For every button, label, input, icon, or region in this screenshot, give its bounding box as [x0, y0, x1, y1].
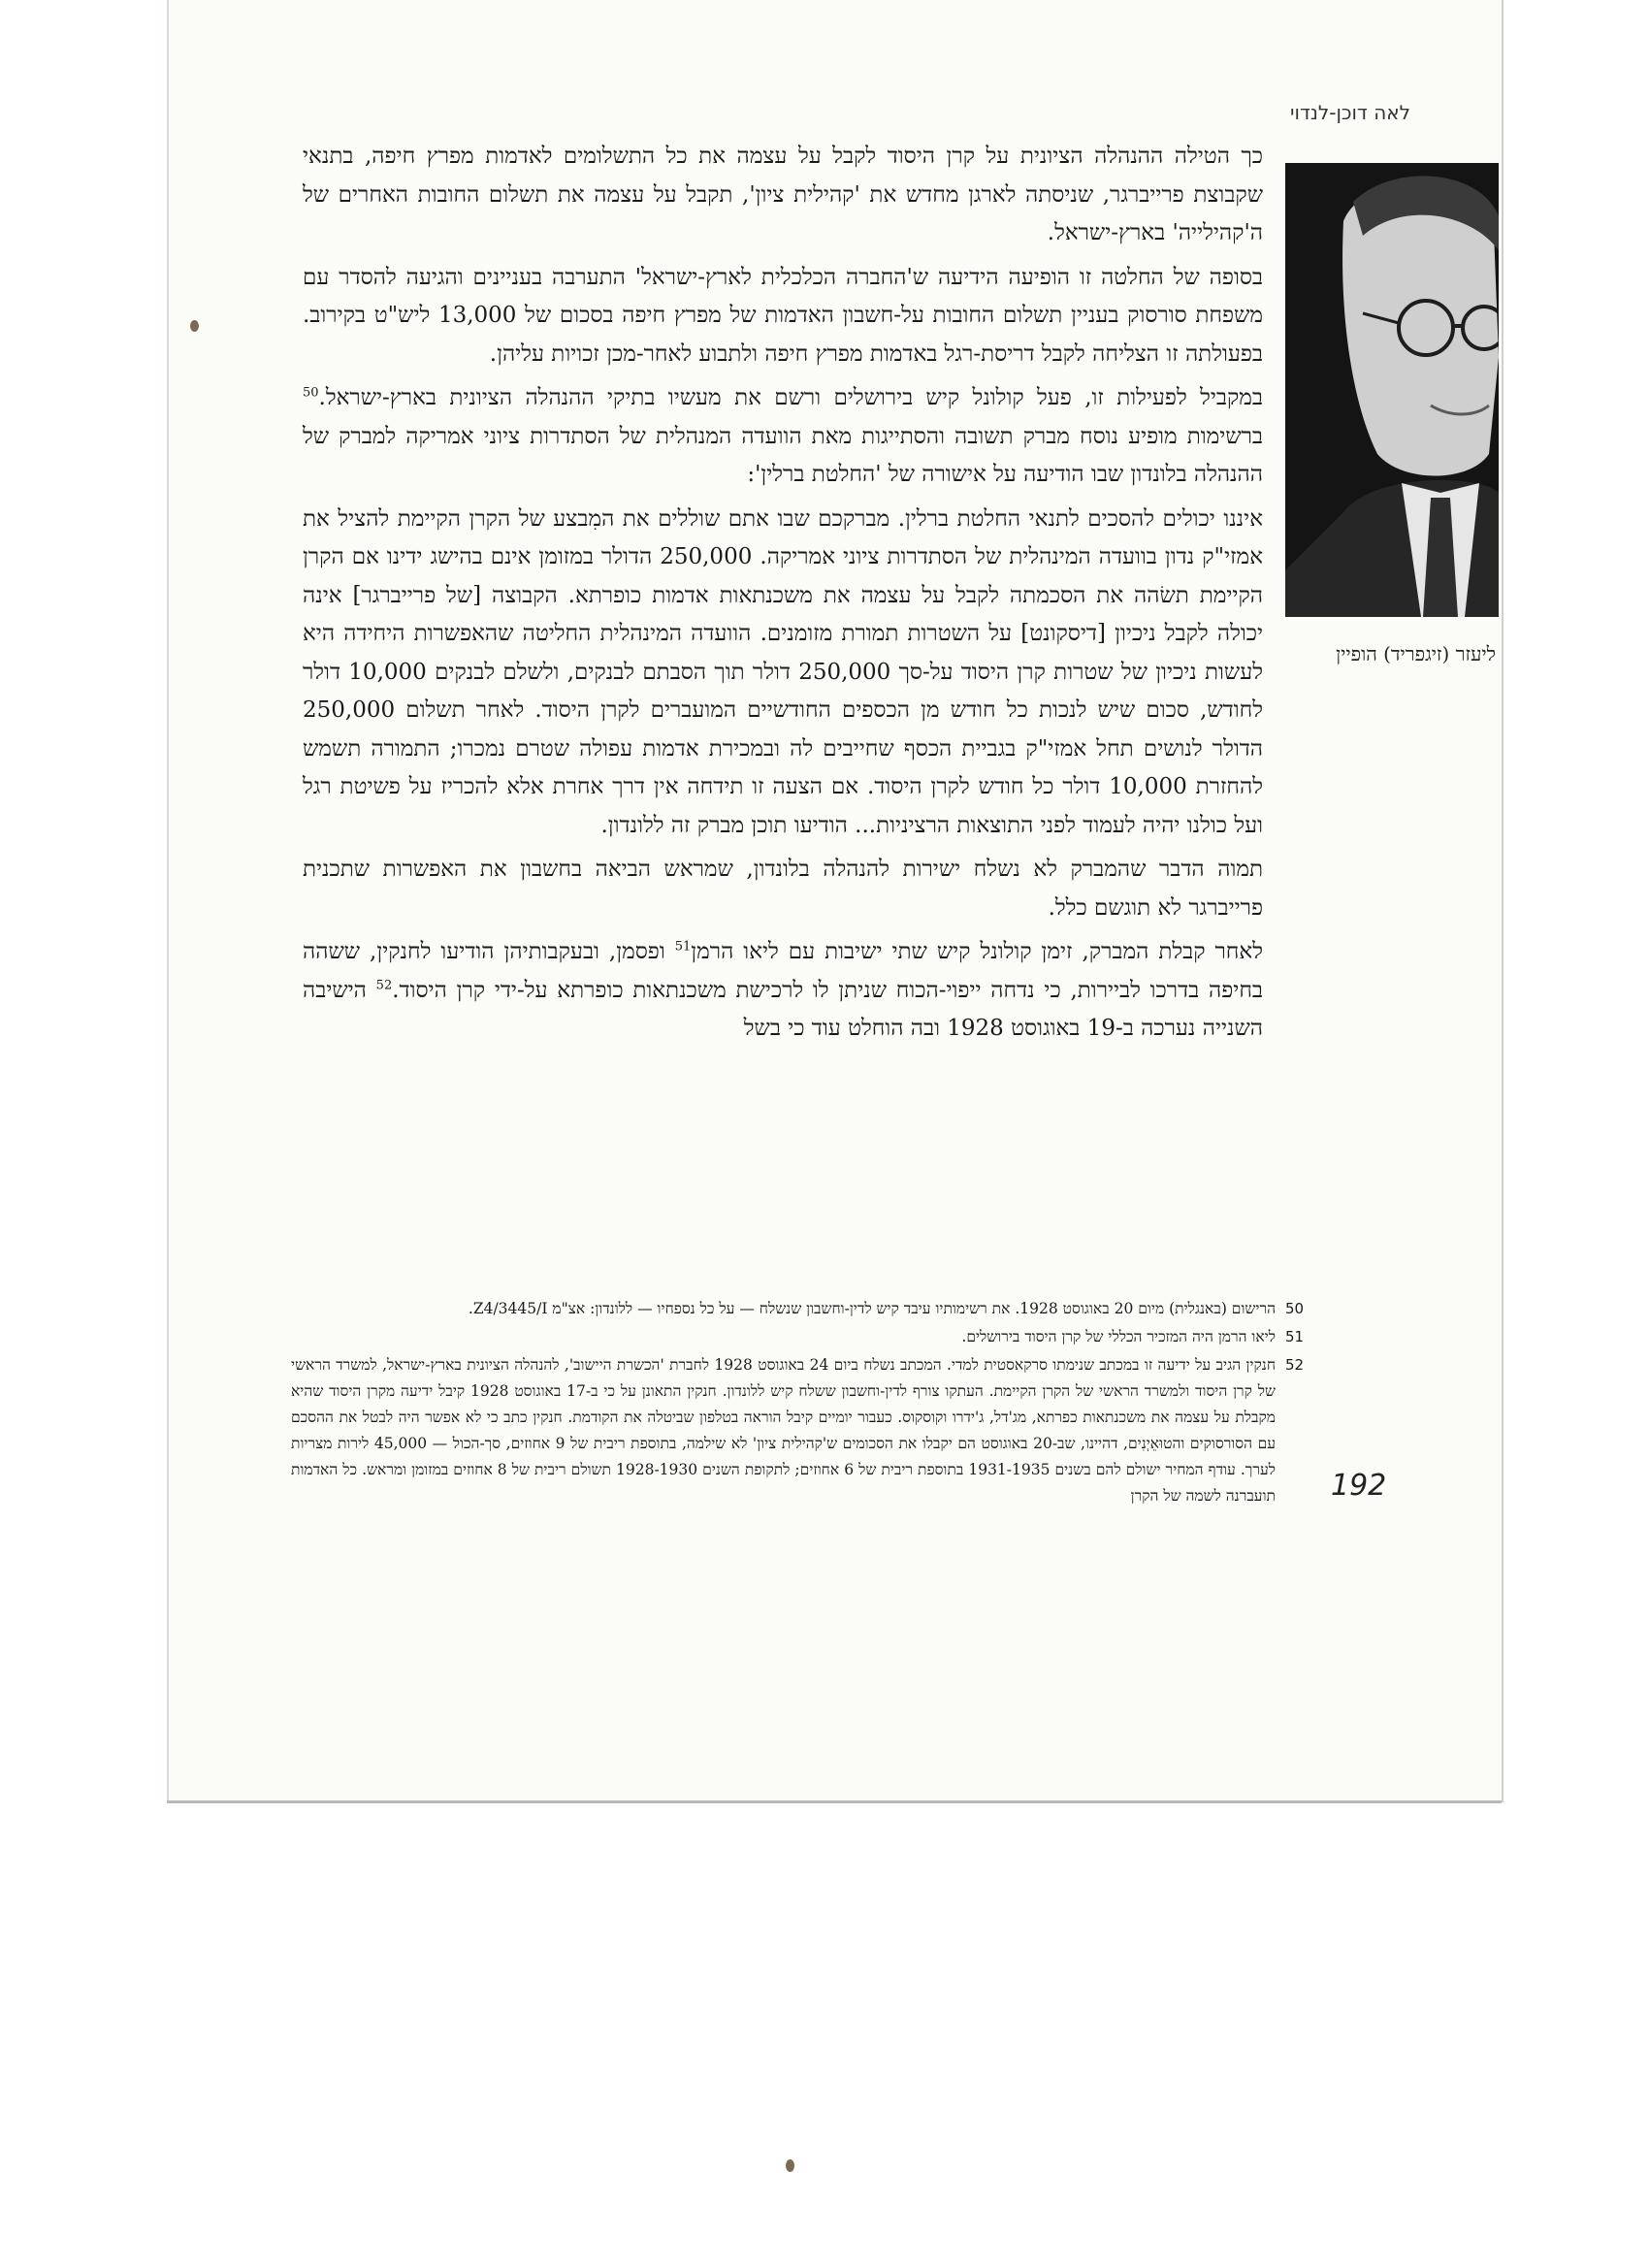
- footnote-text: ליאו הרמן היה המזכיר הכללי של קרן היסוד בירושלים.: [961, 1328, 1276, 1345]
- page-number: 192: [1331, 1469, 1387, 1503]
- footnote-ref-51: 51: [674, 939, 692, 955]
- paragraph-5-part-b: ופסמן, ובעקבותיהן הודיעו לחנקין, ששהה בחיפה בדרכו לביירות, כי נדחה ייפוי-הכוח שניתן לו לרכישת משכנתאות כופרתא על-ידי קרן היסוד.: [303, 939, 1264, 1003]
- paragraph-1: כך הטילה ההנהלה הציונית על קרן היסוד לקבל על עצמה את כל התשלומים לאדמות מפרץ חיפה, בתנאי שקבוצת פרייברגר, שניסתה לארגן מחדש את 'קהילית ציון', תקבל על עצמה את תשלום החובות האחרים של ה'קהילייה' בארץ-ישראל.: [303, 144, 1263, 245]
- paragraph-5-part-c: הישיבה השנייה נערכה ב-19 באוגוסט 1928 ובה הוחלט עוד כי בשל: [303, 977, 1263, 1041]
- footnote-50: [291, 1296, 1305, 1322]
- footnote-51: [291, 1324, 1305, 1350]
- scan-speck: [190, 320, 199, 332]
- telegram-quote: איננו יכולים להסכים לתנאי החלטת ברלין. מברקכם שבו אתם שוללים את המִבצע של הקרן הקיימת להציל את אמזי"ק נדון בוועדה המינהלית של הסתדרות ציוני אמריקה. 250,000 הדולר במזומן אינם בהישג ידינו אם הקרן הקיימת תשׂהה את הסכמתה לקבל על עצמה את משכנתאות אדמות כופרתא. הקבוצה [של פרייברגר] אינה יכולה לקבל ניכיון [דיסקונט] על השטרות תמורת מזומנים. הוועדה המינהלית החליטה שהאפשרות היחידה היא לעשות ניכיון של שטרות קרן היסוד על-סך 250,000 דולר תוך הסבתם לבנקים, ולשלם לבנקים 10,000 דולר לחודש, סכום שיש לנכות כל חודש מן הכספים החודשיים המועברים לקרן היסוד. לאחר תשלום 250,000 הדולר לנושים תחל אמזי"ק בגביית הכסף שחייבים לה ובמכירת אדמות עפולה שטרם נמכרו; התמורה תשמש להחזרת 10,000 דולר כל חודש לקרן היסוד. אם הצעה זו תידחה אין דרך אחרת אלא להכריז על פשיטת רגל ועל כולנו יהיה לעמוד לפני התוצאות הרציניות... הודיעו תוכן מברק זה ללונדון.: [303, 505, 1263, 838]
- paragraph-2: בסופה של החלטה זו הופיעה הידיעה ש'החברה הכלכלית לארץ-ישראל' התערבה בעניינים והגיעה להסדר עם משפחת סורסוק בעניין תשלום החובות על-חשבון האדמות של מפרץ חיפה בסכום של 13,000 ליש"ט בקירוב. בפעולתה זו הצליחה לקבל דריסת-רגל באדמות מפרץ חיפה ולתבוע לאחר-מכן זכויות עליהן.: [303, 264, 1264, 367]
- footnote-number: 52: [1285, 1356, 1305, 1374]
- portrait-illustration: [1285, 163, 1499, 617]
- running-header: לאה דוכן-לנדוי: [1290, 101, 1410, 124]
- footnote-number: 50: [1285, 1300, 1305, 1317]
- paragraph-5: [303, 933, 1263, 1049]
- footnote-ref-50: 50: [303, 385, 319, 401]
- footnotes: [291, 1296, 1305, 1511]
- portrait-photo: [1285, 163, 1499, 617]
- paragraph-4: תמוה הדבר שהמברק לא נשלח ישירות להנהלה בלונדון, שמראש הביאה בחשבון את האפשרות שתכנית פרייברגר לא תוגשם כלל.: [303, 857, 1263, 921]
- paragraph-5-part-a: לאחר קבלת המברק, זימן קולונל קיש שתי ישיבות עם ליאו הרמן: [691, 939, 1263, 964]
- photo-caption: ליעזר (זיגפריד) הופיין: [1336, 642, 1496, 665]
- paragraph-3-part-a: במקביל לפעילות זו, פעל קולונל קיש בירושלים ורשם את מעשיו בתיקי ההנהלה הציונית בארץ-ישראל.: [318, 385, 1263, 410]
- footnote-text: הרישום (באנגלית) מיום 20 באוגוסט 1928. את רשימותיו עיבד קיש לדין-וחשבון שנשלח — על כל נספחיו — ללונדון: אצ"מ Z4/3445/I.: [468, 1300, 1276, 1317]
- footnote-ref-52: 52: [375, 977, 393, 992]
- scan-speck: [786, 2159, 794, 2172]
- page-bottom-edge: [167, 1800, 1502, 1803]
- footnote-52: [291, 1352, 1305, 1509]
- paragraph-3-part-b: ברשימות מופיע נוסח מברק תשובה והסתייגות מאת הוועדה המנהלית של הסתדרות ציוני אמריקה למברק של ההנהלה בלונדון שבו הודיעה על אישורה של 'החלטת ברלין':: [303, 423, 1263, 487]
- footnote-text: חנקין הגיב על ידיעה זו במכתב שנימתו סרקאסטית למדי. המכתב נשלח ביום 24 באוגוסט 1928 לחברת 'הכשרת היישוב', להנהלה הציונית בארץ-ישראל, למשרד הראשי של קרן היסוד ולמשרד הראשי של הקרן הקיימת. העתקו צורף לדין-וחשבון ששלח קיש ללונדון. חנקין התאונן על כי ב-17 באוגוסט 1928 קיבל ידיעה מקרן היסוד שהיא מקבלת על עצמה את משכנתאות כפרתא, מג'דל, ג'ידרו וקוסקוס. כעבור יומיים קיבל הוראה בטלפון שביטלה את הקודמת. חנקין כתב כי לא אפשר היה לבטל את ההסכם עם הסורסוקים והטוּאֵיְנִים, דהיינו, שב-20 באוגוסט הם יקבלו את הסכומים ש'קהילית ציון' לא שילמה, בתוספת ריבית של 9 אחוזים, סך-הכול — 45,000 לירות מצריות לערך. עודף המחיר ישולם להם בשנים 1931-1935 בתוספת ריבית של 6 אחוזים; לתקופת השנים 1928-1930 תשולם ריבית של 8 אחוזים במזומן ומראש. כל האדמות תועברנה לשמה של הקרן: [291, 1356, 1277, 1505]
- main-text: [303, 138, 1263, 1054]
- paragraph-3: [303, 379, 1263, 495]
- footnote-number: 51: [1285, 1328, 1305, 1345]
